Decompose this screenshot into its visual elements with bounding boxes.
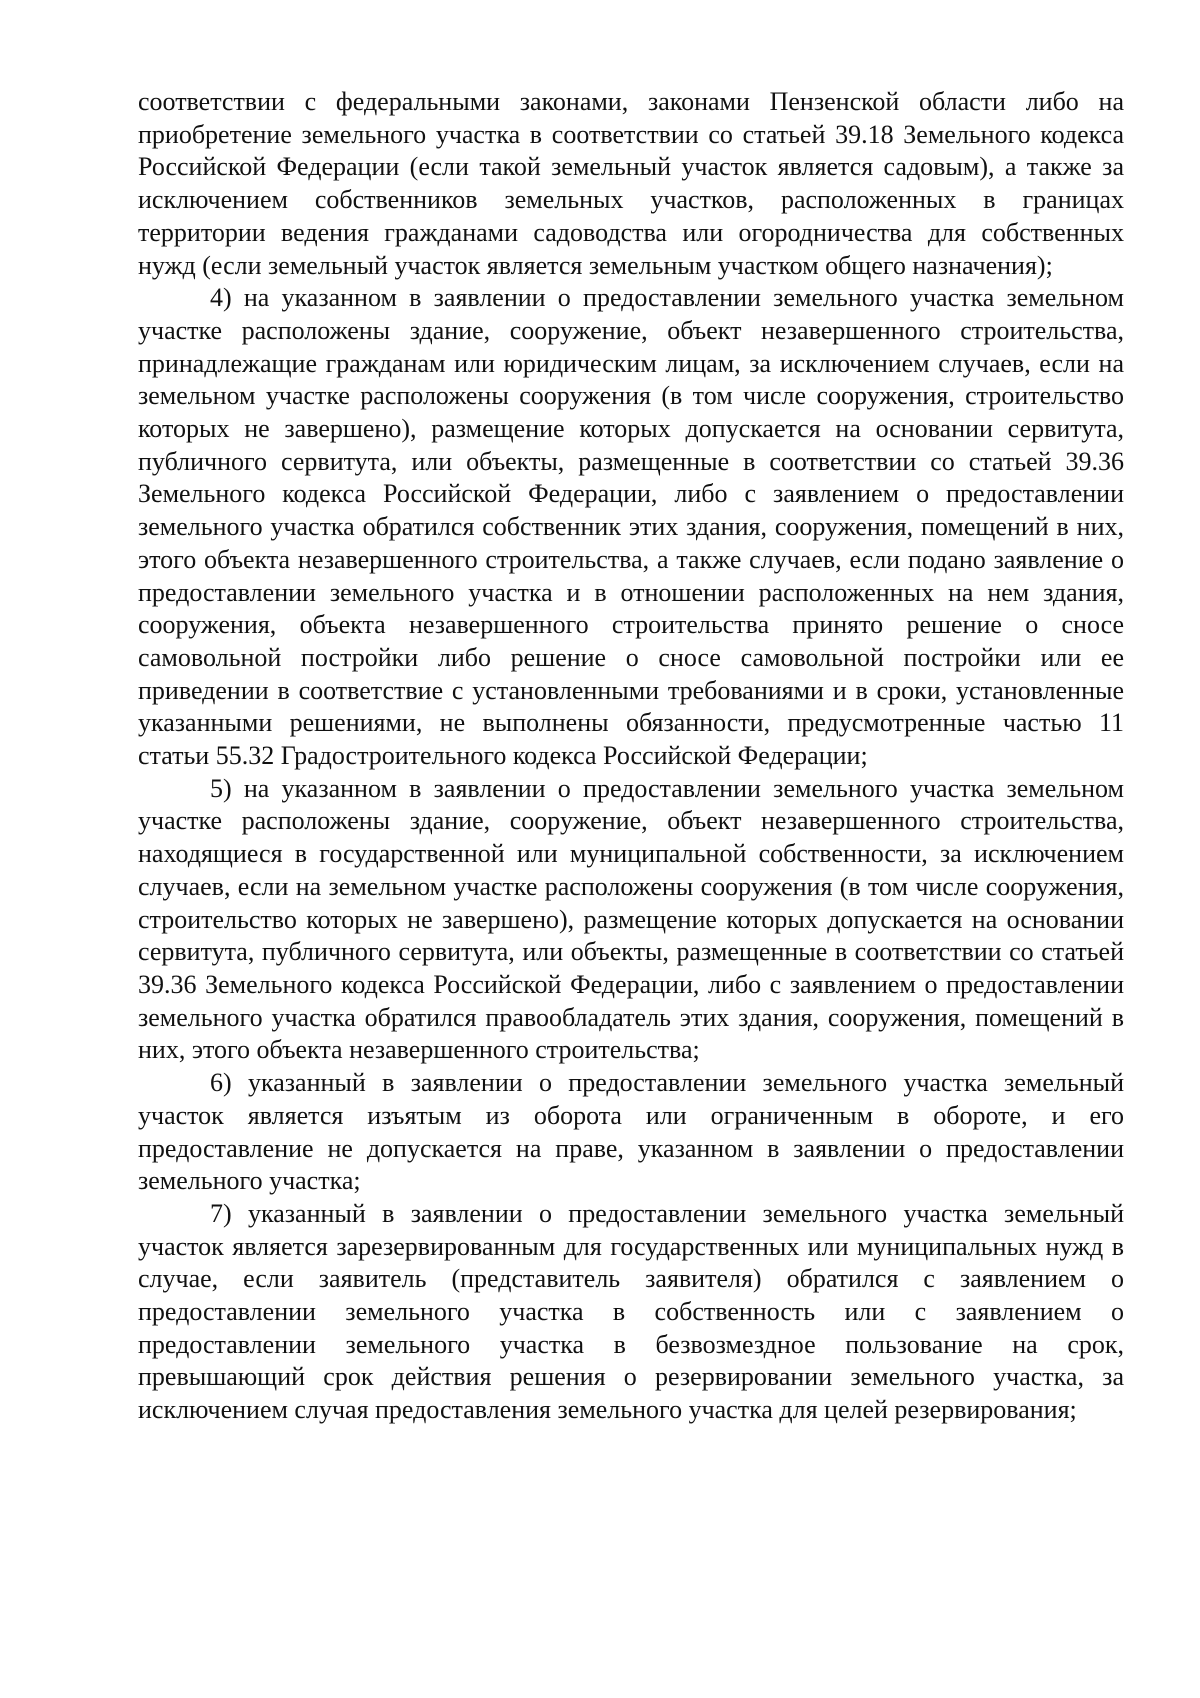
document-page	[138, 86, 1124, 1427]
paragraph-continuation: соответствии с федеральными законами, законами Пензенской области либо на приобретение земельного участка в соответствии со статьей 39.18 Земельного кодекса Российской Федерации (если такой земельный участок является садовым), а также за исключением собственников земельных участков, расположенных в границах территории ведения гражданами садоводства или огородничества для собственных нужд (если земельный участок является земельным участком общего назначения);	[138, 87, 1124, 280]
paragraph-item-6: 6) указанный в заявлении о предоставлении земельного участка земельный участок является изъятым из оборота или ограниченным в обороте, и его предоставление не допускается на праве, указанном в заявлении о предоставлении земельного участка;	[138, 1068, 1124, 1196]
paragraph-item-7: 7) указанный в заявлении о предоставлении земельного участка земельный участок является зарезервированным для государственных или муниципальных нужд в случае, если заявитель (представитель заявителя) обратился с заявлением о предоставлении земельного участка в собственность или с заявлением о предоставлении земельного участка в безвозмездное пользование на срок, превышающий срок действия решения о резервировании земельного участка, за исключением случая предоставления земельного участка для целей резервирования;	[138, 1198, 1124, 1425]
paragraph-item-5: 5) на указанном в заявлении о предоставлении земельного участка земельном участке расположены здание, сооружение, объект незавершенного строительства, находящиеся в государственной или муниципальной собственности, за исключением случаев, если на земельном участке расположены сооружения (в том числе сооружения, строительство которых не завершено), размещение которых допускается на основании сервитута, публичного сервитута, или объекты, размещенные в соответствии со статьей 39.36 Земельного кодекса Российской Федерации, либо с заявлением о предоставлении земельного участка обратился правообладатель этих здания, сооружения, помещений в них, этого объекта незавершенного строительства;	[138, 773, 1124, 1065]
paragraph-item-4: 4) на указанном в заявлении о предоставлении земельного участка земельном участке расположены здание, сооружение, объект незавершенного строительства, принадлежащие гражданам или юридическим лицам, за исключением случаев, если на земельном участке расположены сооружения (в том числе сооружения, строительство которых не завершено), размещение которых допускается на основании сервитута, публичного сервитута, или объекты, размещенные в соответствии со статьей 39.36 Земельного кодекса Российской Федерации, либо с заявлением о предоставлении земельного участка обратился собственник этих здания, сооружения, помещений в них, этого объекта незавершенного строительства, а также случаев, если подано заявление о предоставлении земельного участка и в отношении расположенных на нем здания, сооружения, объекта незавершенного строительства принято решение о сносе самовольной постройки либо решение о сносе самовольной постройки или ее приведении в соответствие с установленными требованиями и в сроки, установленные указанными решениями, не выполнены обязанности, предусмотренные частью 11 статьи 55.32 Градостроительного кодекса Российской Федерации;	[138, 283, 1124, 771]
